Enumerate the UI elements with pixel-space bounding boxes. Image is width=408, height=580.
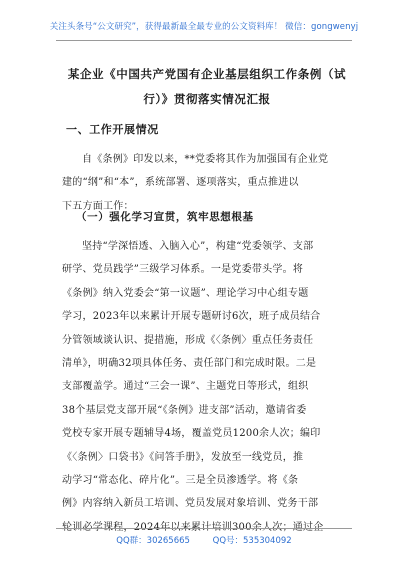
subsection-heading: （一）强化学习宣贯，筑牢思想根基 [76, 211, 254, 223]
header-divider [56, 40, 352, 41]
paragraph-line: 38个基层党支部开展“《条例》进支部”活动，邀请省委 [62, 404, 307, 416]
section-heading: 一、工作开展情况 [66, 123, 159, 136]
paragraph-line: 支部覆盖学。通过“三会一课”、主题党日等形式，组织 [62, 381, 309, 393]
intro-paragraph [62, 148, 352, 218]
document-title [56, 62, 358, 112]
paragraph-line: 下五方面工作： [62, 200, 134, 212]
paragraph-line: 轮训必学课程，2024年以来累计培训300余人次；通过企 [62, 521, 324, 533]
paragraph-line: 建的“纲”和“本”，系统部署、逐项落实，重点推进以 [62, 177, 299, 189]
paragraph-line: 动学习“常态化、碎片化”。三是全员渗透学。将《条 [62, 475, 299, 487]
paragraph-line: 党校专家开展专题辅导4场，覆盖党员1200余人次；编印 [62, 428, 321, 440]
paragraph-line: 例》内容纳入新员工培训、党员发展对象培训、党务干部 [62, 498, 319, 510]
footer-divider [56, 528, 352, 529]
footer-qq-group: QQ群：30265665 [116, 536, 190, 546]
header-banner: 关注头条号“公文研究”，获得最新最全最专业的公文资料库！ 微信：gongwenyj [49, 22, 359, 32]
title-line: 某企业《中国共产党国有企业基层组织工作条例（试 [67, 67, 347, 81]
body-paragraph [62, 235, 352, 539]
paragraph-line: 研学、党员践学”三级学习体系。一是党委带头学。将 [62, 264, 304, 276]
paragraph-line: 坚持“学深悟透、入脑入心”，构建“党委领学、支部 [82, 241, 314, 252]
footer-qq-number: QQ号：535304092 [212, 536, 292, 546]
paragraph-line: 自《条例》印发以来，**党委将其作为加强国有企业党 [82, 154, 329, 165]
paragraph-line: 《条例》纳入党委会“第一议题”、理论学习中心组专题 [62, 287, 309, 299]
title-line: 行）》贯彻落实情况汇报 [143, 92, 271, 106]
paragraph-line: 学习，2023年以来累计开展专题研讨6次，班子成员结合 [62, 311, 321, 323]
paragraph-line: 《〈条例〉口袋书》《问答手册》，发放至一线党员，推 [62, 451, 304, 463]
footer [0, 534, 408, 546]
paragraph-line: 清单》，明确32项具体任务、责任部门和完成时限。二是 [62, 358, 317, 370]
paragraph-line: 分管领域谈认识、提措施，形成《〈条例〉重点任务责任 [62, 334, 314, 346]
